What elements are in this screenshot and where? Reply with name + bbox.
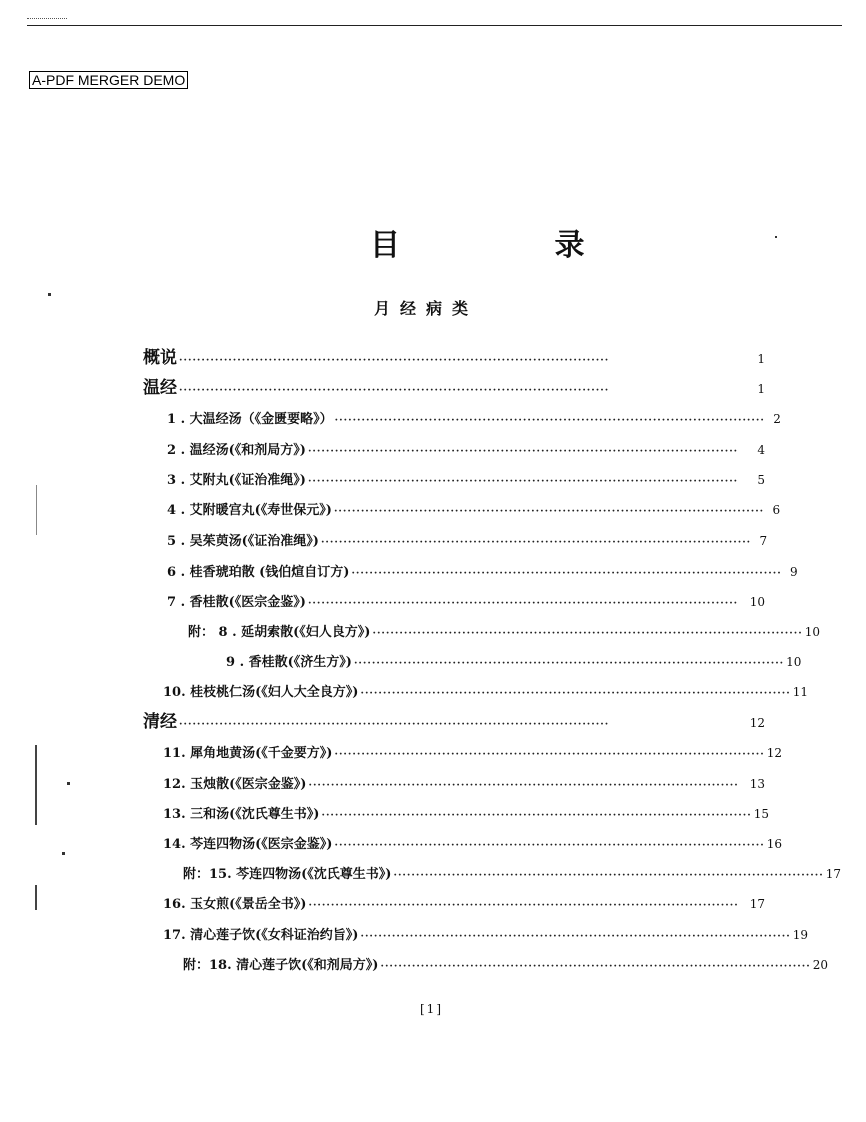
toc-entry-page: 4	[757, 443, 765, 457]
binding-mark	[35, 885, 37, 910]
top-edge-marks	[27, 18, 67, 19]
toc-entry-number: 9 .	[226, 655, 249, 670]
toc-entry-number: 附：18.	[183, 958, 237, 973]
toc-entry-page: 17	[825, 867, 841, 881]
toc-entry	[167, 498, 781, 522]
toc-leader-dots: ································································································	[307, 446, 739, 457]
toc-entry	[163, 892, 765, 916]
toc-entry-number: 2 .	[167, 443, 190, 458]
toc-entry-page: 10	[749, 595, 765, 609]
toc-leader-dots: ································································································	[360, 931, 791, 942]
toc-entry-page: 11	[792, 685, 808, 699]
toc-entry-label: 温经	[143, 378, 177, 398]
toc-entry-label: 玉女煎(《景岳全书》)	[190, 897, 307, 912]
toc-entry-number: 附：15.	[183, 867, 237, 882]
toc-entry-label: 芩连四物汤(《沈氏尊生书》)	[236, 867, 392, 882]
toc-leader-dots: ································································································	[380, 961, 811, 972]
toc-leader-dots: ································································································	[179, 719, 610, 730]
toc-entry-page: 10	[804, 625, 820, 639]
toc-entry	[143, 710, 765, 734]
toc-entry-page: 2	[773, 412, 781, 426]
toc-entry	[163, 741, 782, 765]
toc-entry-page: 17	[749, 897, 765, 911]
toc-entry-page: 1	[757, 382, 765, 396]
toc-entry-number: 12.	[163, 777, 191, 792]
toc-entry-page: 13	[749, 777, 765, 791]
toc-entry-number: 7 .	[167, 595, 190, 610]
page-title: 目 录	[370, 228, 657, 263]
toc-entry-page: 20	[812, 958, 828, 972]
toc-entry	[163, 680, 808, 704]
toc-entry	[163, 802, 769, 826]
toc-entry-number: 1 .	[167, 412, 190, 427]
toc-entry-label: 香桂散(《济生方》)	[248, 655, 352, 670]
toc-entry-label: 艾附丸(《证治准绳》)	[189, 473, 306, 488]
toc-entry	[143, 376, 765, 400]
toc-entry-label: 玉烛散(《医宗金鉴》)	[190, 777, 307, 792]
toc-entry-page: 15	[753, 807, 769, 821]
toc-entry	[167, 438, 765, 462]
toc-entry-number: 16.	[163, 897, 191, 912]
toc-entry-label: 犀角地黄汤(《千金要方》)	[190, 746, 333, 761]
toc-entry-number: 3 .	[167, 473, 190, 488]
toc-leader-dots: ································································································	[308, 780, 739, 791]
toc-entry-page: 9	[790, 565, 798, 579]
toc-leader-dots: ································································································	[393, 870, 824, 881]
toc-entry-label: 温经汤(《和剂局方》)	[189, 443, 306, 458]
toc-entry	[167, 529, 768, 553]
toc-entry-number: 5 .	[167, 534, 190, 549]
toc-entry-page: 1	[757, 352, 765, 366]
toc-entry-label: 三和汤(《沈氏尊生书》)	[190, 807, 320, 822]
toc-entry-label: 概说	[143, 348, 177, 368]
scan-speck	[775, 236, 777, 238]
toc-leader-dots: ································································································	[353, 658, 785, 669]
toc-leader-dots: ································································································	[307, 476, 739, 487]
toc-leader-dots: ································································································	[372, 628, 803, 639]
toc-entry-number: 17.	[163, 928, 191, 943]
toc-entry-number: 14.	[163, 837, 191, 852]
toc-entry	[163, 832, 782, 856]
scan-speck	[48, 293, 51, 296]
scan-speck	[62, 852, 65, 855]
toc-entry-label: 清心莲子饮(《和剂局方》)	[236, 958, 379, 973]
toc-entry-label: 吴茱萸汤(《证治准绳》)	[189, 534, 319, 549]
toc-entry-page: 19	[792, 928, 808, 942]
toc-entry	[183, 862, 841, 886]
toc-leader-dots: ································································································	[351, 568, 782, 579]
toc-entry-label: 清心莲子饮(《女科证治约旨》)	[190, 928, 359, 943]
toc-leader-dots: ································································································	[179, 355, 610, 366]
toc-entry-number: 13.	[163, 807, 191, 822]
toc-entry	[143, 346, 765, 370]
toc-entry	[163, 923, 808, 947]
toc-entry	[163, 772, 765, 796]
toc-entry-page: 7	[759, 534, 768, 548]
toc-leader-dots: ································································································	[320, 537, 752, 548]
toc-leader-dots: ································································································	[307, 598, 739, 609]
watermark: A-PDF MERGER DEMO	[29, 71, 188, 89]
toc-entry-label: 桂香琥珀散 (钱伯煊自订方)	[189, 565, 350, 580]
toc-entry-page: 5	[757, 473, 765, 487]
toc-leader-dots: ································································································	[321, 810, 752, 821]
toc-entry-page: 16	[766, 837, 782, 851]
section-title: 月经病类	[374, 299, 479, 318]
toc-entry	[167, 590, 765, 614]
toc-entry	[188, 620, 820, 644]
toc-entry-label: 清经	[143, 712, 177, 732]
toc-leader-dots: ································································································	[334, 840, 765, 851]
binding-mark	[36, 485, 37, 535]
toc-entry-page: 10	[786, 655, 802, 669]
toc-entry-label: 芩连四物汤(《医宗金鉴》)	[190, 837, 333, 852]
toc-entry-page: 12	[766, 746, 782, 760]
toc-entry-page: 6	[772, 503, 781, 517]
page-number-footer: [1]	[420, 1002, 443, 1016]
toc-entry-number: 10.	[163, 685, 191, 700]
toc-leader-dots: ································································································	[308, 900, 739, 911]
toc-entry	[167, 560, 798, 584]
toc-entry-page: 12	[749, 716, 765, 730]
toc-leader-dots: ································································································	[179, 385, 610, 396]
toc-entry-number: 附： 8 .	[188, 625, 242, 640]
toc-entry-number: 11.	[163, 746, 191, 761]
toc-leader-dots: ································································································	[334, 415, 765, 426]
toc-entry	[183, 953, 828, 977]
toc-entry-label: 延胡索散(《妇人良方》)	[241, 625, 371, 640]
toc-leader-dots: ································································································	[360, 688, 791, 699]
toc-entry-label: 大温经汤（《金匮要略》）	[189, 412, 333, 427]
toc-entry-number: 4 .	[167, 503, 190, 518]
scan-speck	[67, 782, 70, 785]
toc-leader-dots: ································································································	[334, 749, 765, 760]
toc-entry-label: 桂枝桃仁汤(《妇人大全良方》)	[190, 685, 359, 700]
top-rule	[27, 25, 842, 26]
toc-leader-dots: ································································································	[333, 506, 765, 517]
binding-mark	[35, 745, 37, 825]
toc-entry-label: 艾附暖宫丸(《寿世保元》)	[189, 503, 332, 518]
toc-entry-number: 6 .	[167, 565, 190, 580]
toc-entry	[167, 407, 781, 431]
toc-entry-label: 香桂散(《医宗金鉴》)	[189, 595, 306, 610]
toc-entry	[167, 468, 765, 492]
toc-entry	[226, 650, 802, 674]
